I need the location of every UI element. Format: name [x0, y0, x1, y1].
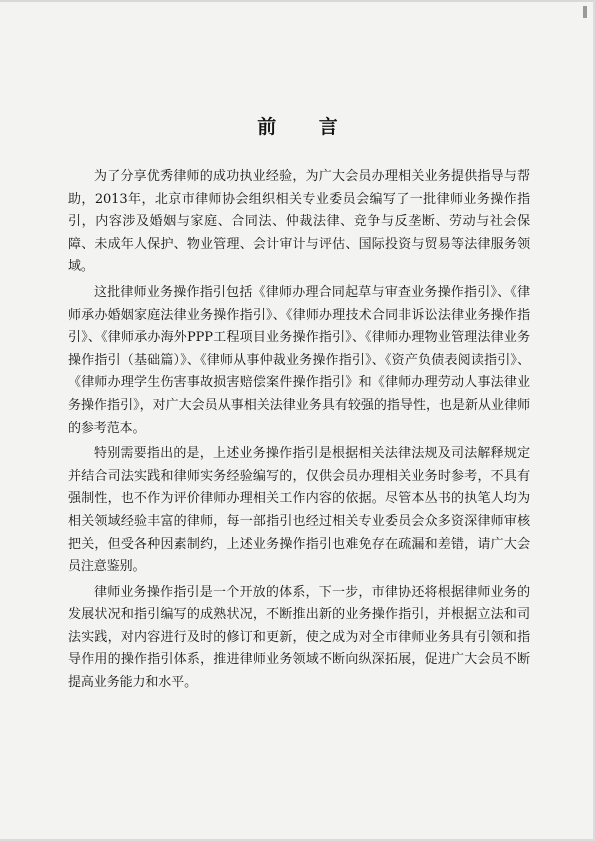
body-text	[68, 166, 530, 698]
paragraph-1: 为了分享优秀律师的成功执业经验，为广大会员办理相关业务提供指导与帮助，2013年，北京市律师协会组织相关专业委员会编写了一批律师业务操作指引，内容涉及婚姻与家庭、合同法、仲裁法律、竞争与反垄断、劳动与社会保障、未成年人保护、物业管理、会计审计与评估、国际投资与贸易等法律服务领域。	[68, 169, 530, 275]
page-title: 前 言	[257, 116, 356, 138]
paragraph-3: 特别需要指出的是，上述业务操作指引是根据相关法律法规及司法解释规定并结合司法实践和律师实务经验编写的，仅供会员办理相关业务时参考，不具有强制性，也不作为评价律师办理相关工作内容的依据。尽管本丛书的执笔人均为相关领域经验丰富的律师，每一部指引也经过相关专业委员会众多资深律师审核把关，但受各种因素制约，上述业务操作指引也难免存在疏漏和差错，请广大会员注意鉴别。	[68, 446, 530, 575]
scan-corner-mark	[583, 6, 587, 18]
paragraph-4: 律师业务操作指引是一个开放的体系，下一步，市律协还将根据律师业务的发展状况和指引编写的成熟状况，不断推出新的业务操作指引，并根据立法和司法实践，对内容进行及时的修订和更新，使之成为对全市律师业务具有引领和指导作用的操作指引体系，推进律师业务领域不断向纵深拓展，促进广大会员不断提高业务能力和水平。	[68, 584, 530, 691]
scan-edge-top	[0, 0, 595, 2]
paragraph-2: 这批律师业务操作指引包括《律师办理合同起草与审查业务操作指引》、《律师承办婚姻家庭法律业务操作指引》、《律师办理技术合同非诉讼法律业务操作指引》、《律师承办海外PPP工程项目业务操作指引》、《律师办理物业管理法律业务操作指引（基础篇）》、《律师从事仲裁业务操作指引》、《资产负债表阅读指引》、《律师办理学生伤害事故损害赔偿案件操作指引》和《律师办理劳动人事法律业务操作指引》，对广大会员从事相关法律业务具有较强的指导性，也是新从业律师的参考范本。	[68, 284, 530, 436]
